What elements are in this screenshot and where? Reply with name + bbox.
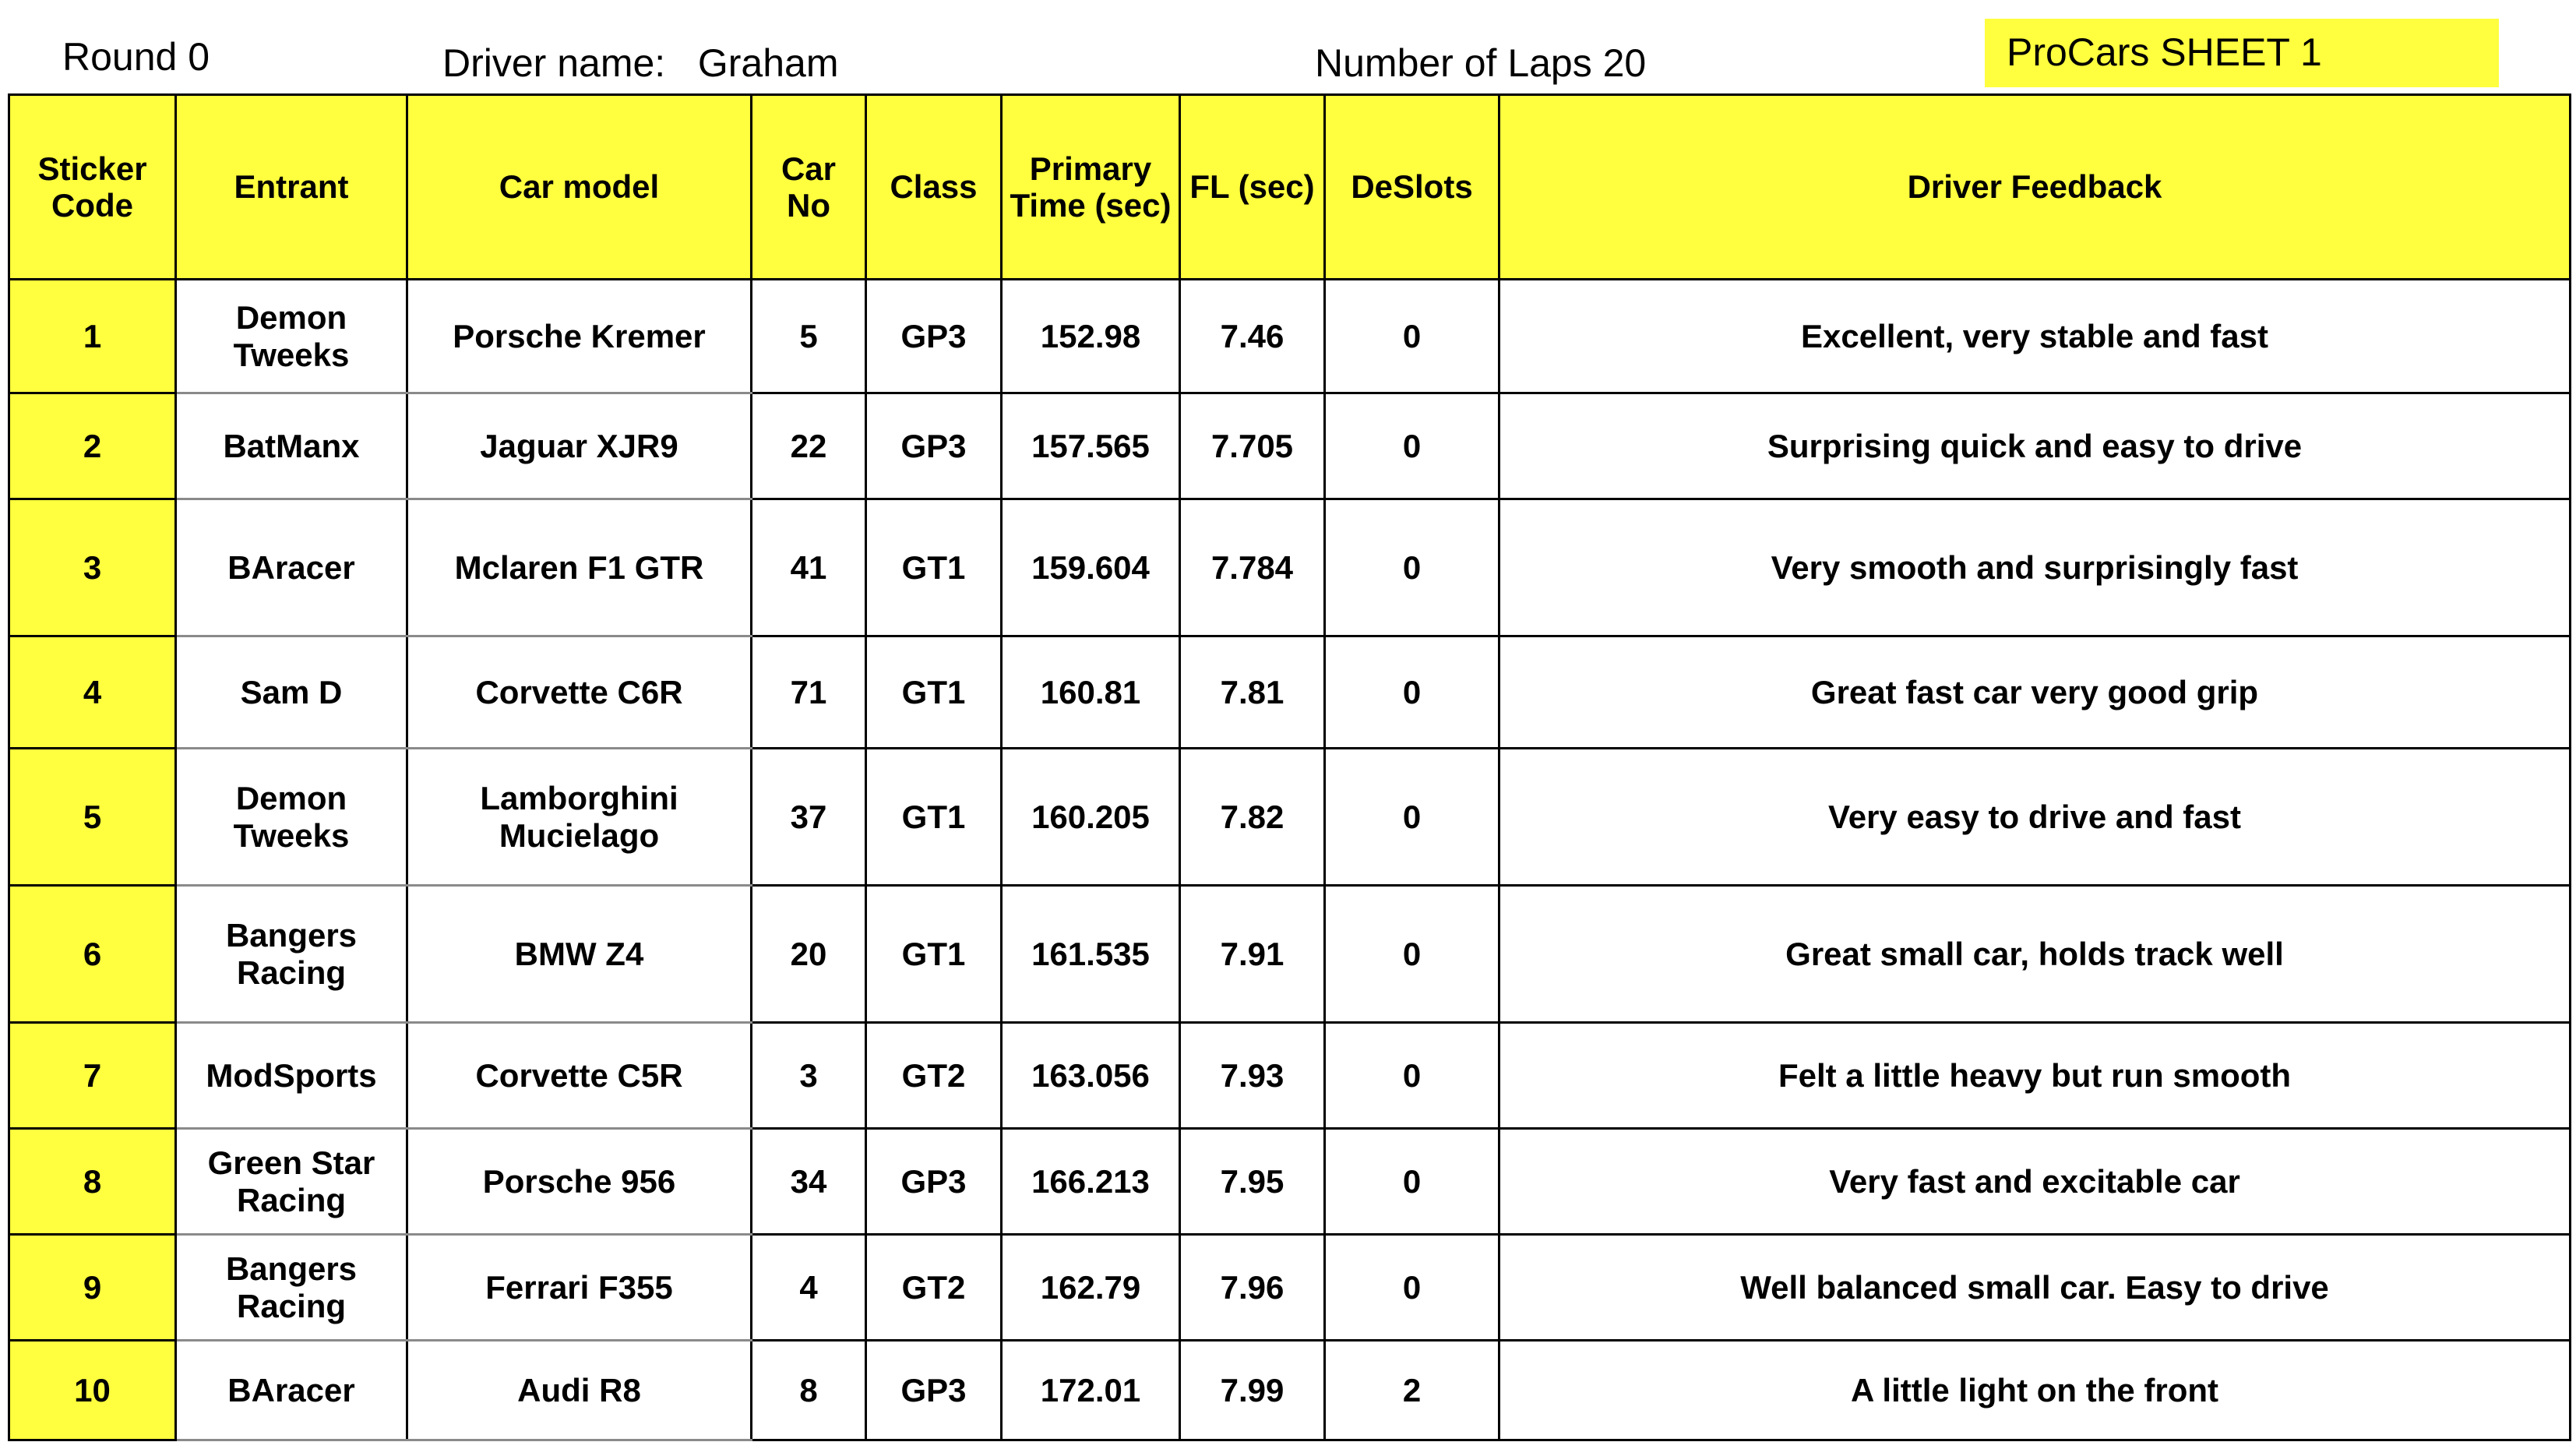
- class-cell: GT2: [866, 1235, 1002, 1341]
- car-model-cell: Lamborghini Mucielago: [407, 749, 752, 886]
- column-header-class: Class: [866, 95, 1002, 280]
- car-no-cell: 22: [752, 393, 866, 499]
- driver-name-label: Driver name: Graham: [442, 41, 839, 85]
- column-header-fl: FL (sec): [1180, 95, 1325, 280]
- column-header-car-no: Car No: [752, 95, 866, 280]
- car-model-cell: Porsche 956: [407, 1129, 752, 1235]
- driver-feedback-cell: Great small car, holds track well: [1499, 886, 2571, 1023]
- sheet-title: ProCars SHEET 1: [1985, 19, 2499, 87]
- deslots-cell: 2: [1325, 1341, 1499, 1440]
- primary-time-cell: 162.79: [1002, 1235, 1180, 1341]
- car-no-cell: 8: [752, 1341, 866, 1440]
- car-no-cell: 41: [752, 499, 866, 636]
- fl-cell: 7.46: [1180, 280, 1325, 393]
- column-header-deslots: DeSlots: [1325, 95, 1499, 280]
- table-body: [9, 280, 2571, 1440]
- car-model-cell: Mclaren F1 GTR: [407, 499, 752, 636]
- entrant-cell: Bangers Racing: [176, 886, 407, 1023]
- table-row: [9, 1235, 2571, 1341]
- table-row: [9, 1341, 2571, 1440]
- column-header-driver-feedback: Driver Feedback: [1499, 95, 2571, 280]
- primary-time-cell: 157.565: [1002, 393, 1180, 499]
- sticker-code-cell: 4: [9, 636, 176, 749]
- column-header-primary-time: Primary Time (sec): [1002, 95, 1180, 280]
- table-row: [9, 749, 2571, 886]
- primary-time-cell: 172.01: [1002, 1341, 1180, 1440]
- column-header-sticker-code: Sticker Code: [9, 95, 176, 280]
- entrant-cell: Bangers Racing: [176, 1235, 407, 1341]
- sticker-code-cell: 10: [9, 1341, 176, 1440]
- fl-cell: 7.99: [1180, 1341, 1325, 1440]
- car-model-cell: Audi R8: [407, 1341, 752, 1440]
- class-cell: GP3: [866, 1129, 1002, 1235]
- car-no-cell: 37: [752, 749, 866, 886]
- fl-cell: 7.96: [1180, 1235, 1325, 1341]
- sticker-code-cell: 7: [9, 1023, 176, 1129]
- deslots-cell: 0: [1325, 280, 1499, 393]
- car-no-cell: 20: [752, 886, 866, 1023]
- car-no-cell: 71: [752, 636, 866, 749]
- car-model-cell: Corvette C5R: [407, 1023, 752, 1129]
- class-cell: GP3: [866, 1341, 1002, 1440]
- car-model-cell: Porsche Kremer: [407, 280, 752, 393]
- driver-feedback-cell: Excellent, very stable and fast: [1499, 280, 2571, 393]
- deslots-cell: 0: [1325, 1023, 1499, 1129]
- driver-feedback-cell: Great fast car very good grip: [1499, 636, 2571, 749]
- entrant-cell: Demon Tweeks: [176, 749, 407, 886]
- entrant-cell: ModSports: [176, 1023, 407, 1129]
- column-header-entrant: Entrant: [176, 95, 407, 280]
- class-cell: GT1: [866, 499, 1002, 636]
- deslots-cell: 0: [1325, 393, 1499, 499]
- entrant-cell: Sam D: [176, 636, 407, 749]
- entrant-cell: BAracer: [176, 499, 407, 636]
- class-cell: GT2: [866, 1023, 1002, 1129]
- primary-time-cell: 166.213: [1002, 1129, 1180, 1235]
- class-cell: GP3: [866, 393, 1002, 499]
- sticker-code-cell: 3: [9, 499, 176, 636]
- deslots-cell: 0: [1325, 1129, 1499, 1235]
- class-cell: GP3: [866, 280, 1002, 393]
- sticker-code-cell: 9: [9, 1235, 176, 1341]
- table-row: [9, 499, 2571, 636]
- fl-cell: 7.705: [1180, 393, 1325, 499]
- class-cell: GT1: [866, 636, 1002, 749]
- column-header-car-model: Car model: [407, 95, 752, 280]
- car-no-cell: 5: [752, 280, 866, 393]
- driver-feedback-cell: Surprising quick and easy to drive: [1499, 393, 2571, 499]
- table-row: [9, 393, 2571, 499]
- sticker-code-cell: 5: [9, 749, 176, 886]
- table-row: [9, 1023, 2571, 1129]
- table-row: [9, 636, 2571, 749]
- primary-time-cell: 160.81: [1002, 636, 1180, 749]
- fl-cell: 7.95: [1180, 1129, 1325, 1235]
- class-cell: GT1: [866, 886, 1002, 1023]
- primary-time-cell: 159.604: [1002, 499, 1180, 636]
- results-table: [8, 93, 2571, 1441]
- fl-cell: 7.93: [1180, 1023, 1325, 1129]
- sticker-code-cell: 8: [9, 1129, 176, 1235]
- class-cell: GT1: [866, 749, 1002, 886]
- deslots-cell: 0: [1325, 636, 1499, 749]
- fl-cell: 7.82: [1180, 749, 1325, 886]
- car-no-cell: 3: [752, 1023, 866, 1129]
- driver-feedback-cell: A little light on the front: [1499, 1341, 2571, 1440]
- driver-feedback-cell: Very easy to drive and fast: [1499, 749, 2571, 886]
- header-row: [9, 95, 2571, 280]
- car-model-cell: BMW Z4: [407, 886, 752, 1023]
- table-row: [9, 1129, 2571, 1235]
- sticker-code-cell: 2: [9, 393, 176, 499]
- primary-time-cell: 160.205: [1002, 749, 1180, 886]
- driver-feedback-cell: Felt a little heavy but run smooth: [1499, 1023, 2571, 1129]
- laps-label: Number of Laps 20: [1315, 41, 1647, 85]
- car-model-cell: Ferrari F355: [407, 1235, 752, 1341]
- deslots-cell: 0: [1325, 1235, 1499, 1341]
- sticker-code-cell: 6: [9, 886, 176, 1023]
- fl-cell: 7.91: [1180, 886, 1325, 1023]
- driver-feedback-cell: Very smooth and surprisingly fast: [1499, 499, 2571, 636]
- primary-time-cell: 163.056: [1002, 1023, 1180, 1129]
- driver-feedback-cell: Well balanced small car. Easy to drive: [1499, 1235, 2571, 1341]
- primary-time-cell: 161.535: [1002, 886, 1180, 1023]
- entrant-cell: BAracer: [176, 1341, 407, 1440]
- deslots-cell: 0: [1325, 499, 1499, 636]
- car-no-cell: 34: [752, 1129, 866, 1235]
- table-row: [9, 280, 2571, 393]
- fl-cell: 7.81: [1180, 636, 1325, 749]
- driver-feedback-cell: Very fast and excitable car: [1499, 1129, 2571, 1235]
- entrant-cell: Demon Tweeks: [176, 280, 407, 393]
- car-no-cell: 4: [752, 1235, 866, 1341]
- deslots-cell: 0: [1325, 886, 1499, 1023]
- car-model-cell: Jaguar XJR9: [407, 393, 752, 499]
- round-label: Round 0: [62, 35, 210, 79]
- entrant-cell: Green Star Racing: [176, 1129, 407, 1235]
- deslots-cell: 0: [1325, 749, 1499, 886]
- sticker-code-cell: 1: [9, 280, 176, 393]
- entrant-cell: BatManx: [176, 393, 407, 499]
- car-model-cell: Corvette C6R: [407, 636, 752, 749]
- fl-cell: 7.784: [1180, 499, 1325, 636]
- primary-time-cell: 152.98: [1002, 280, 1180, 393]
- table-row: [9, 886, 2571, 1023]
